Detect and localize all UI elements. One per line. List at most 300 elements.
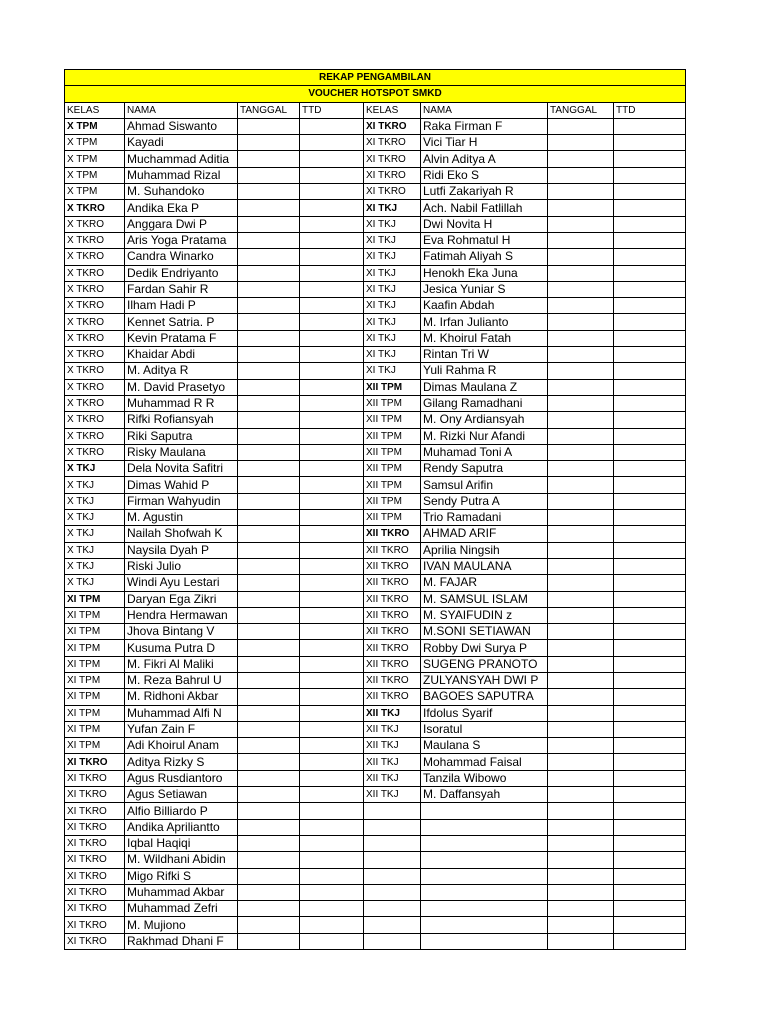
ttd-cell[interactable] bbox=[300, 298, 364, 314]
table-row bbox=[65, 493, 686, 509]
tanggal-cell[interactable] bbox=[548, 770, 614, 786]
kelas-cell: XI TPM bbox=[65, 672, 125, 688]
tanggal-cell[interactable] bbox=[548, 689, 614, 705]
ttd-cell[interactable] bbox=[300, 803, 364, 819]
ttd-cell[interactable] bbox=[300, 575, 364, 591]
table-row bbox=[65, 135, 686, 151]
tanggal-cell[interactable] bbox=[548, 933, 614, 949]
tanggal-cell[interactable] bbox=[238, 542, 300, 558]
header-nama-left: NAMA bbox=[125, 102, 238, 118]
nama-cell: Riki Saputra bbox=[125, 428, 238, 444]
nama-cell: Dimas Maulana Z bbox=[421, 379, 548, 395]
nama-cell: Henokh Eka Juna bbox=[421, 265, 548, 281]
tanggal-cell[interactable] bbox=[548, 721, 614, 737]
tanggal-cell[interactable] bbox=[238, 770, 300, 786]
kelas-cell: XI TKRO bbox=[65, 787, 125, 803]
ttd-cell[interactable] bbox=[300, 672, 364, 688]
ttd-cell[interactable] bbox=[614, 689, 686, 705]
ttd-cell[interactable] bbox=[300, 542, 364, 558]
nama-cell: M. SAMSUL ISLAM bbox=[421, 591, 548, 607]
header-kelas-right: KELAS bbox=[364, 102, 421, 118]
nama-cell: M. SYAIFUDIN z bbox=[421, 607, 548, 623]
ttd-cell[interactable] bbox=[614, 347, 686, 363]
kelas-cell: XI TKJ bbox=[364, 265, 421, 281]
ttd-cell[interactable] bbox=[300, 249, 364, 265]
tanggal-cell[interactable] bbox=[238, 151, 300, 167]
ttd-cell[interactable] bbox=[614, 575, 686, 591]
kelas-cell: XI TPM bbox=[65, 624, 125, 640]
tanggal-cell[interactable] bbox=[238, 689, 300, 705]
ttd-cell[interactable] bbox=[300, 428, 364, 444]
ttd-cell[interactable] bbox=[300, 363, 364, 379]
tanggal-cell[interactable] bbox=[548, 640, 614, 656]
ttd-cell[interactable] bbox=[300, 232, 364, 248]
ttd-cell[interactable] bbox=[300, 819, 364, 835]
ttd-cell[interactable] bbox=[300, 151, 364, 167]
tanggal-cell[interactable] bbox=[238, 738, 300, 754]
tanggal-cell[interactable] bbox=[548, 607, 614, 623]
ttd-cell[interactable] bbox=[614, 330, 686, 346]
kelas-cell: X TKRO bbox=[65, 314, 125, 330]
ttd-cell[interactable] bbox=[300, 412, 364, 428]
tanggal-cell[interactable] bbox=[238, 477, 300, 493]
tanggal-cell[interactable] bbox=[548, 558, 614, 574]
ttd-cell[interactable] bbox=[300, 330, 364, 346]
ttd-cell[interactable] bbox=[300, 200, 364, 216]
header-nama-right: NAMA bbox=[421, 102, 548, 118]
tanggal-cell[interactable] bbox=[238, 607, 300, 623]
tanggal-cell[interactable] bbox=[238, 444, 300, 460]
ttd-cell[interactable] bbox=[614, 167, 686, 183]
kelas-cell: XI TKJ bbox=[364, 330, 421, 346]
tanggal-cell[interactable] bbox=[548, 787, 614, 803]
tanggal-cell[interactable] bbox=[238, 216, 300, 232]
tanggal-cell[interactable] bbox=[548, 395, 614, 411]
kelas-cell: XII TPM bbox=[364, 461, 421, 477]
ttd-cell[interactable] bbox=[300, 770, 364, 786]
ttd-cell[interactable] bbox=[300, 395, 364, 411]
nama-cell: Gilang Ramadhani bbox=[421, 395, 548, 411]
ttd-cell[interactable] bbox=[614, 461, 686, 477]
tanggal-cell[interactable] bbox=[238, 363, 300, 379]
tanggal-cell[interactable] bbox=[548, 672, 614, 688]
ttd-cell[interactable] bbox=[614, 770, 686, 786]
tanggal-cell[interactable] bbox=[548, 754, 614, 770]
tanggal-cell[interactable] bbox=[548, 835, 614, 851]
ttd-cell[interactable] bbox=[614, 477, 686, 493]
tanggal-cell[interactable] bbox=[548, 265, 614, 281]
ttd-cell[interactable] bbox=[614, 558, 686, 574]
table-row bbox=[65, 607, 686, 623]
ttd-cell[interactable] bbox=[614, 363, 686, 379]
ttd-cell[interactable] bbox=[614, 917, 686, 933]
ttd-cell[interactable] bbox=[614, 884, 686, 900]
ttd-cell[interactable] bbox=[614, 754, 686, 770]
tanggal-cell[interactable] bbox=[238, 493, 300, 509]
ttd-cell[interactable] bbox=[614, 184, 686, 200]
tanggal-cell[interactable] bbox=[238, 835, 300, 851]
ttd-cell[interactable] bbox=[614, 901, 686, 917]
nama-cell: M. Daffansyah bbox=[421, 787, 548, 803]
nama-cell: Yufan Zain F bbox=[125, 721, 238, 737]
nama-cell: Ach. Nabil Fatlillah bbox=[421, 200, 548, 216]
tanggal-cell[interactable] bbox=[238, 656, 300, 672]
ttd-cell[interactable] bbox=[300, 493, 364, 509]
tanggal-cell[interactable] bbox=[548, 216, 614, 232]
tanggal-cell[interactable] bbox=[238, 428, 300, 444]
tanggal-cell[interactable] bbox=[238, 591, 300, 607]
ttd-cell[interactable] bbox=[300, 281, 364, 297]
nama-cell: M.SONI SETIAWAN bbox=[421, 624, 548, 640]
table-row bbox=[65, 298, 686, 314]
ttd-cell[interactable] bbox=[614, 281, 686, 297]
ttd-cell[interactable] bbox=[300, 624, 364, 640]
ttd-cell[interactable] bbox=[614, 118, 686, 134]
tanggal-cell[interactable] bbox=[548, 901, 614, 917]
ttd-cell[interactable] bbox=[614, 265, 686, 281]
ttd-cell[interactable] bbox=[300, 461, 364, 477]
nama-cell: Rifki Rofiansyah bbox=[125, 412, 238, 428]
ttd-cell[interactable] bbox=[614, 738, 686, 754]
tanggal-cell[interactable] bbox=[548, 705, 614, 721]
nama-cell: Muhammad Rizal bbox=[125, 167, 238, 183]
tanggal-cell[interactable] bbox=[548, 624, 614, 640]
tanggal-cell[interactable] bbox=[548, 868, 614, 884]
tanggal-cell[interactable] bbox=[548, 232, 614, 248]
ttd-cell[interactable] bbox=[614, 395, 686, 411]
table-row bbox=[65, 379, 686, 395]
nama-cell: Aris Yoga Pratama bbox=[125, 232, 238, 248]
nama-cell: Kusuma Putra D bbox=[125, 640, 238, 656]
tanggal-cell[interactable] bbox=[238, 672, 300, 688]
kelas-cell: X TKJ bbox=[65, 542, 125, 558]
tanggal-cell[interactable] bbox=[238, 787, 300, 803]
tanggal-cell[interactable] bbox=[548, 379, 614, 395]
tanggal-cell[interactable] bbox=[238, 412, 300, 428]
nama-cell: Ifdolus Syarif bbox=[421, 705, 548, 721]
ttd-cell[interactable] bbox=[300, 787, 364, 803]
ttd-cell[interactable] bbox=[300, 868, 364, 884]
tanggal-cell[interactable] bbox=[238, 461, 300, 477]
table-row bbox=[65, 656, 686, 672]
kelas-cell: XII TKRO bbox=[364, 689, 421, 705]
ttd-cell[interactable] bbox=[614, 542, 686, 558]
ttd-cell[interactable] bbox=[300, 754, 364, 770]
tanggal-cell[interactable] bbox=[238, 330, 300, 346]
tanggal-cell[interactable] bbox=[238, 901, 300, 917]
nama-cell: Robby Dwi Surya P bbox=[421, 640, 548, 656]
tanggal-cell[interactable] bbox=[548, 510, 614, 526]
nama-cell: BAGOES SAPUTRA bbox=[421, 689, 548, 705]
nama-cell: M. Reza Bahrul U bbox=[125, 672, 238, 688]
ttd-cell[interactable] bbox=[300, 347, 364, 363]
tanggal-cell[interactable] bbox=[548, 151, 614, 167]
nama-cell: Kaafin Abdah bbox=[421, 298, 548, 314]
nama-cell: AHMAD ARIF bbox=[421, 526, 548, 542]
table-row bbox=[65, 118, 686, 134]
tanggal-cell[interactable] bbox=[238, 705, 300, 721]
tanggal-cell[interactable] bbox=[548, 917, 614, 933]
ttd-cell[interactable] bbox=[300, 477, 364, 493]
tanggal-cell[interactable] bbox=[238, 884, 300, 900]
tanggal-cell[interactable] bbox=[238, 281, 300, 297]
tanggal-cell[interactable] bbox=[238, 232, 300, 248]
tanggal-cell[interactable] bbox=[548, 542, 614, 558]
nama-cell: Fardan Sahir R bbox=[125, 281, 238, 297]
ttd-cell[interactable] bbox=[614, 591, 686, 607]
tanggal-cell[interactable] bbox=[238, 395, 300, 411]
tanggal-cell[interactable] bbox=[238, 298, 300, 314]
tanggal-cell[interactable] bbox=[238, 184, 300, 200]
nama-cell: Muhammad Akbar bbox=[125, 884, 238, 900]
tanggal-cell[interactable] bbox=[548, 819, 614, 835]
table-row bbox=[65, 787, 686, 803]
ttd-cell[interactable] bbox=[614, 428, 686, 444]
ttd-cell[interactable] bbox=[300, 167, 364, 183]
ttd-cell[interactable] bbox=[614, 835, 686, 851]
ttd-cell[interactable] bbox=[300, 216, 364, 232]
ttd-cell[interactable] bbox=[300, 640, 364, 656]
kelas-cell: X TPM bbox=[65, 151, 125, 167]
ttd-cell[interactable] bbox=[300, 901, 364, 917]
tanggal-cell[interactable] bbox=[548, 461, 614, 477]
nama-cell: Muhammad Zefri bbox=[125, 901, 238, 917]
tanggal-cell[interactable] bbox=[548, 575, 614, 591]
kelas-cell: XII TPM bbox=[364, 395, 421, 411]
ttd-cell[interactable] bbox=[614, 787, 686, 803]
tanggal-cell[interactable] bbox=[548, 428, 614, 444]
kelas-cell: XII TKRO bbox=[364, 558, 421, 574]
ttd-cell[interactable] bbox=[614, 526, 686, 542]
title-voucher: VOUCHER HOTSPOT SMKD bbox=[65, 86, 686, 102]
nama-cell: M. Fikri Al Maliki bbox=[125, 656, 238, 672]
tanggal-cell[interactable] bbox=[238, 640, 300, 656]
ttd-cell[interactable] bbox=[300, 510, 364, 526]
ttd-cell[interactable] bbox=[300, 721, 364, 737]
ttd-cell[interactable] bbox=[300, 884, 364, 900]
ttd-cell[interactable] bbox=[614, 493, 686, 509]
ttd-cell[interactable] bbox=[300, 314, 364, 330]
kelas-cell bbox=[364, 803, 421, 819]
tanggal-cell[interactable] bbox=[548, 281, 614, 297]
nama-cell: M. Agustin bbox=[125, 510, 238, 526]
tanggal-cell[interactable] bbox=[238, 135, 300, 151]
tanggal-cell[interactable] bbox=[548, 444, 614, 460]
nama-cell: Kevin Pratama F bbox=[125, 330, 238, 346]
ttd-cell[interactable] bbox=[614, 232, 686, 248]
tanggal-cell[interactable] bbox=[548, 477, 614, 493]
ttd-cell[interactable] bbox=[614, 444, 686, 460]
tanggal-cell[interactable] bbox=[238, 819, 300, 835]
tanggal-cell[interactable] bbox=[548, 249, 614, 265]
ttd-cell[interactable] bbox=[614, 868, 686, 884]
kelas-cell: XII TPM bbox=[364, 444, 421, 460]
ttd-cell[interactable] bbox=[614, 721, 686, 737]
tanggal-cell[interactable] bbox=[238, 575, 300, 591]
nama-cell: Jesica Yuniar S bbox=[421, 281, 548, 297]
tanggal-cell[interactable] bbox=[548, 118, 614, 134]
nama-cell: Migo Rifki S bbox=[125, 868, 238, 884]
ttd-cell[interactable] bbox=[300, 558, 364, 574]
tanggal-cell[interactable] bbox=[238, 314, 300, 330]
table-row bbox=[65, 803, 686, 819]
kelas-cell: XI TPM bbox=[65, 607, 125, 623]
nama-cell: Maulana S bbox=[421, 738, 548, 754]
table-row bbox=[65, 314, 686, 330]
ttd-cell[interactable] bbox=[300, 184, 364, 200]
kelas-cell: XI TKRO bbox=[364, 184, 421, 200]
ttd-cell[interactable] bbox=[614, 656, 686, 672]
ttd-cell[interactable] bbox=[300, 689, 364, 705]
ttd-cell[interactable] bbox=[614, 314, 686, 330]
tanggal-cell[interactable] bbox=[548, 314, 614, 330]
nama-cell: Isoratul bbox=[421, 721, 548, 737]
table-row bbox=[65, 624, 686, 640]
ttd-cell[interactable] bbox=[614, 216, 686, 232]
ttd-cell[interactable] bbox=[300, 852, 364, 868]
kelas-cell bbox=[364, 819, 421, 835]
ttd-cell[interactable] bbox=[300, 135, 364, 151]
nama-cell: Dwi Novita H bbox=[421, 216, 548, 232]
tanggal-cell[interactable] bbox=[548, 330, 614, 346]
tanggal-cell[interactable] bbox=[548, 591, 614, 607]
tanggal-cell[interactable] bbox=[238, 721, 300, 737]
kelas-cell: XI TKRO bbox=[65, 835, 125, 851]
tanggal-cell[interactable] bbox=[548, 884, 614, 900]
ttd-cell[interactable] bbox=[614, 819, 686, 835]
ttd-cell[interactable] bbox=[614, 510, 686, 526]
ttd-cell[interactable] bbox=[614, 672, 686, 688]
tanggal-cell[interactable] bbox=[238, 379, 300, 395]
ttd-cell[interactable] bbox=[614, 298, 686, 314]
ttd-cell[interactable] bbox=[614, 151, 686, 167]
nama-cell: Candra Winarko bbox=[125, 249, 238, 265]
tanggal-cell[interactable] bbox=[238, 118, 300, 134]
nama-cell: Andika Apriliantto bbox=[125, 819, 238, 835]
tanggal-cell[interactable] bbox=[238, 510, 300, 526]
tanggal-cell[interactable] bbox=[238, 754, 300, 770]
ttd-cell[interactable] bbox=[614, 852, 686, 868]
ttd-cell[interactable] bbox=[614, 412, 686, 428]
nama-cell: Rintan Tri W bbox=[421, 347, 548, 363]
kelas-cell: XI TKJ bbox=[364, 216, 421, 232]
kelas-cell: X TPM bbox=[65, 118, 125, 134]
ttd-cell[interactable] bbox=[614, 200, 686, 216]
tanggal-cell[interactable] bbox=[548, 200, 614, 216]
ttd-cell[interactable] bbox=[300, 917, 364, 933]
ttd-cell[interactable] bbox=[614, 249, 686, 265]
kelas-cell: XI TPM bbox=[65, 591, 125, 607]
table-row bbox=[65, 672, 686, 688]
ttd-cell[interactable] bbox=[300, 738, 364, 754]
tanggal-cell[interactable] bbox=[548, 184, 614, 200]
table-row bbox=[65, 575, 686, 591]
kelas-cell: XI TKJ bbox=[364, 281, 421, 297]
ttd-cell[interactable] bbox=[614, 933, 686, 949]
ttd-cell[interactable] bbox=[614, 705, 686, 721]
nama-cell: Ridi Eko S bbox=[421, 167, 548, 183]
tanggal-cell[interactable] bbox=[548, 493, 614, 509]
kelas-cell: X TKJ bbox=[65, 493, 125, 509]
tanggal-cell[interactable] bbox=[238, 249, 300, 265]
kelas-cell: XI TPM bbox=[65, 705, 125, 721]
tanggal-cell[interactable] bbox=[238, 265, 300, 281]
ttd-cell[interactable] bbox=[614, 607, 686, 623]
kelas-cell bbox=[364, 852, 421, 868]
tanggal-cell[interactable] bbox=[238, 558, 300, 574]
ttd-cell[interactable] bbox=[614, 624, 686, 640]
tanggal-cell[interactable] bbox=[548, 167, 614, 183]
tanggal-cell[interactable] bbox=[238, 200, 300, 216]
table-row bbox=[65, 330, 686, 346]
ttd-cell[interactable] bbox=[614, 135, 686, 151]
tanggal-cell[interactable] bbox=[238, 868, 300, 884]
tanggal-cell[interactable] bbox=[238, 803, 300, 819]
nama-cell: Risky Maulana bbox=[125, 444, 238, 460]
tanggal-cell[interactable] bbox=[238, 852, 300, 868]
tanggal-cell[interactable] bbox=[548, 135, 614, 151]
tanggal-cell[interactable] bbox=[548, 412, 614, 428]
tanggal-cell[interactable] bbox=[548, 526, 614, 542]
ttd-cell[interactable] bbox=[300, 379, 364, 395]
ttd-cell[interactable] bbox=[300, 705, 364, 721]
tanggal-cell[interactable] bbox=[548, 298, 614, 314]
nama-cell: Andika Eka P bbox=[125, 200, 238, 216]
ttd-cell[interactable] bbox=[300, 118, 364, 134]
nama-cell: Ilham Hadi P bbox=[125, 298, 238, 314]
ttd-cell[interactable] bbox=[614, 640, 686, 656]
tanggal-cell[interactable] bbox=[238, 917, 300, 933]
tanggal-cell[interactable] bbox=[548, 347, 614, 363]
nama-cell: Dedik Endriyanto bbox=[125, 265, 238, 281]
ttd-cell[interactable] bbox=[614, 379, 686, 395]
nama-cell: M. David Prasetyo bbox=[125, 379, 238, 395]
tanggal-cell[interactable] bbox=[238, 347, 300, 363]
tanggal-cell[interactable] bbox=[548, 803, 614, 819]
tanggal-cell[interactable] bbox=[238, 167, 300, 183]
ttd-cell[interactable] bbox=[300, 591, 364, 607]
ttd-cell[interactable] bbox=[300, 607, 364, 623]
kelas-cell: X TPM bbox=[65, 167, 125, 183]
ttd-cell[interactable] bbox=[614, 803, 686, 819]
kelas-cell: XI TKJ bbox=[364, 232, 421, 248]
nama-cell: Khaidar Abdi bbox=[125, 347, 238, 363]
kelas-cell: XI TKJ bbox=[364, 363, 421, 379]
kelas-cell: X TKRO bbox=[65, 363, 125, 379]
tanggal-cell[interactable] bbox=[548, 738, 614, 754]
tanggal-cell[interactable] bbox=[548, 656, 614, 672]
ttd-cell[interactable] bbox=[300, 265, 364, 281]
tanggal-cell[interactable] bbox=[238, 526, 300, 542]
kelas-cell: XII TKRO bbox=[364, 575, 421, 591]
table-row bbox=[65, 754, 686, 770]
ttd-cell[interactable] bbox=[300, 656, 364, 672]
tanggal-cell[interactable] bbox=[238, 624, 300, 640]
ttd-cell[interactable] bbox=[300, 835, 364, 851]
nama-cell: Samsul Arifin bbox=[421, 477, 548, 493]
ttd-cell[interactable] bbox=[300, 444, 364, 460]
ttd-cell[interactable] bbox=[300, 933, 364, 949]
tanggal-cell[interactable] bbox=[548, 363, 614, 379]
tanggal-cell[interactable] bbox=[548, 852, 614, 868]
table-row bbox=[65, 917, 686, 933]
table-row bbox=[65, 852, 686, 868]
nama-cell: Kayadi bbox=[125, 135, 238, 151]
ttd-cell[interactable] bbox=[300, 526, 364, 542]
tanggal-cell[interactable] bbox=[238, 933, 300, 949]
kelas-cell: XI TPM bbox=[65, 721, 125, 737]
kelas-cell: XI TKRO bbox=[364, 135, 421, 151]
